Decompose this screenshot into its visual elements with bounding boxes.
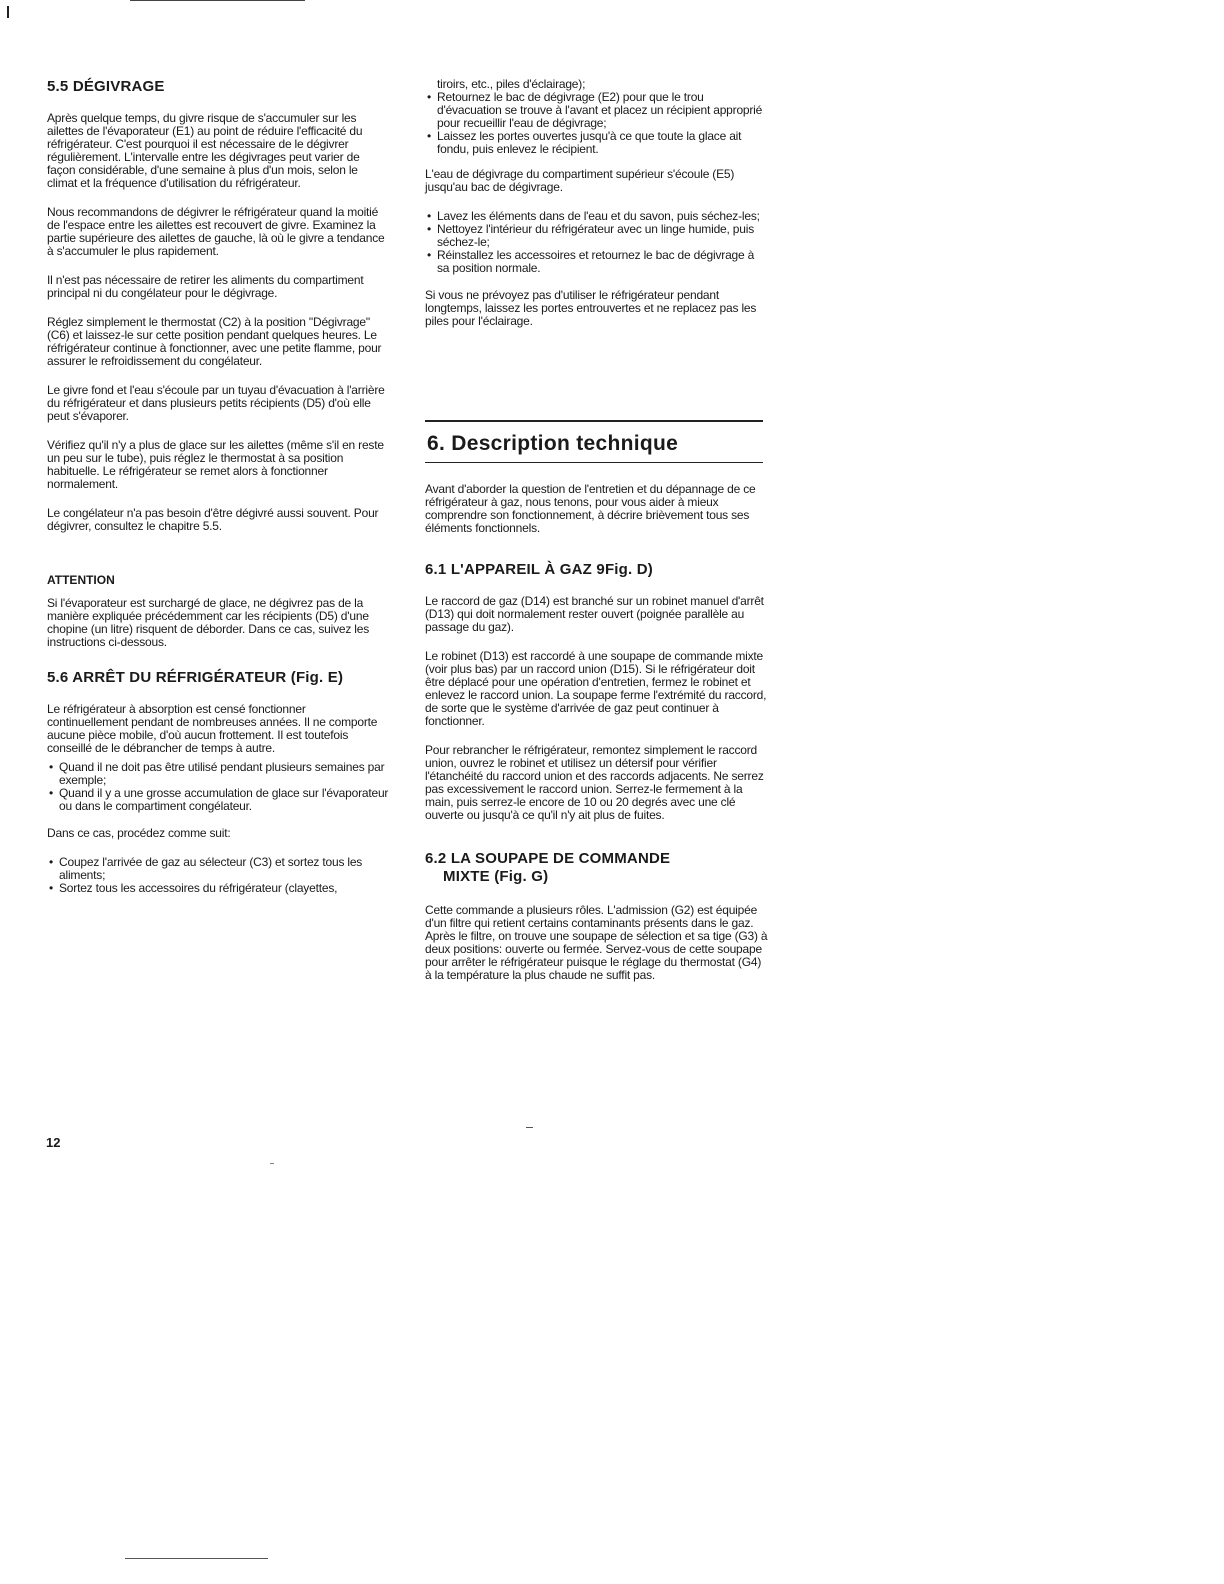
list-item: • Coupez l'arrivée de gaz au sélecteur (C3) et sortez tous les aliments; <box>47 856 389 882</box>
attention-paragraph: Si l'évaporateur est surchargé de glace, ne dégivrez pas de la manière expliquée précédemment car les récipients (D5) d'une chopine (un litre) risquent de déborder. Dans ce cas, suivez les instructions ci-dessous. <box>47 596 370 649</box>
paragraph: Le robinet (D13) est raccordé à une soupape de commande mixte (voir plus bas) par un raccord union (D15). Si le réfrigérateur doit être déplacé pour une opération d'entretien, fermez le robinet et enlevez le raccord union. La soupape ferme l'extrémité du raccord, de sorte que le système d'arrivée de gaz peut continuer à fonctionner. <box>425 649 767 728</box>
bottom-rule <box>125 1558 268 1559</box>
section-rule-top <box>425 420 763 422</box>
section-6-1-title: 6.1 L'APPAREIL À GAZ 9Fig. D) <box>425 561 654 578</box>
paragraph: Dans ce cas, procédez comme suit: <box>47 826 231 840</box>
list-item-continued: tiroirs, etc., piles d'éclairage); <box>437 77 586 91</box>
list-item: • Réinstallez les accessoires et retournez le bac de dégivrage à sa position normale. <box>425 249 769 275</box>
bullet-list <box>47 761 389 813</box>
section-6-2-title-line2: MIXTE (Fig. G) <box>443 868 549 885</box>
scan-mark-top <box>130 0 305 1</box>
right-column <box>425 78 769 344</box>
stray-dash <box>526 1127 533 1128</box>
list-item: • Nettoyez l'intérieur du réfrigérateur avec un linge humide, puis séchez-le; <box>425 223 769 249</box>
paragraph: Réglez simplement le thermostat (C2) à la position "Dégivrage" (C6) et laissez-le sur cette position pendant quelques heures. Le réfrigérateur continue à fonctionner, avec une petite flamme, pour assurer le refroidissement du congélateur. <box>47 315 382 368</box>
bullet-list <box>425 78 769 156</box>
section-6-2-title-line1: 6.2 LA SOUPAPE DE COMMANDE <box>425 850 671 867</box>
paragraph: Nous recommandons de dégivrer le réfrigérateur quand la moitié de l'espace entre les ailettes est recouvert de givre. Examinez la partie supérieure des ailettes de gauche, là où le givre a tendance à s'accumuler le plus rapidement. <box>47 205 385 258</box>
section-6-2-title <box>425 850 769 886</box>
scan-mark-left <box>7 6 9 18</box>
list-item: • Laissez les portes ouvertes jusqu'à ce que toute la glace ait fondu, puis enlevez le récipient. <box>425 130 769 156</box>
right-column-lower <box>425 420 769 998</box>
paragraph: Vérifiez qu'il n'y a plus de glace sur les ailettes (même s'il en reste un peu sur le tube), puis réglez le thermostat à sa position habituelle. Le réfrigérateur se remet alors à fonctionner normalement. <box>47 438 384 491</box>
paragraph: L'eau de dégivrage du compartiment supérieur s'écoule (E5) jusqu'au bac de dégivrage. <box>425 167 735 194</box>
bullet-list <box>47 856 389 895</box>
stray-mark <box>270 1163 274 1164</box>
bullet-list <box>425 210 769 275</box>
paragraph: Avant d'aborder la question de l'entretien et du dépannage de ce réfrigérateur à gaz, nous tenons, pour vous aider à mieux comprendre son fonctionnement, à décrire brièvement tous ses éléments fonctionnels. <box>425 482 756 535</box>
paragraph: Il n'est pas nécessaire de retirer les aliments du compartiment principal ni du congélateur pour le dégivrage. <box>47 273 364 300</box>
page-number: 12 <box>46 1135 61 1150</box>
section-5-5-title: 5.5 DÉGIVRAGE <box>47 78 165 95</box>
section-rule-bottom <box>425 462 763 463</box>
list-item: • Quand il y a une grosse accumulation de glace sur l'évaporateur ou dans le compartiment congélateur. <box>47 787 389 813</box>
paragraph: Si vous ne prévoyez pas d'utiliser le réfrigérateur pendant longtemps, laissez les portes entrouvertes et ne replacez pas les piles pour l'éclairage. <box>425 288 757 328</box>
paragraph: Cette commande a plusieurs rôles. L'admission (G2) est équipée d'un filtre qui retient certains contaminants présents dans le gaz. Après le filtre, on trouve une soupape de sélection et sa tige (G3) à deux positions: ouverte ou fermée. Servez-vous de cette soupape pour arrêter le réfrigérateur puisque le réglage du thermostat (G4) à la température la plus chaude ne suffit pas. <box>425 903 768 982</box>
section-6-title: 6. Description technique <box>427 432 679 455</box>
attention-label: ATTENTION <box>47 573 115 587</box>
section-5-6-title: 5.6 ARRÊT DU RÉFRIGÉRATEUR (Fig. E) <box>47 669 344 686</box>
list-item: • Quand il ne doit pas être utilisé pendant plusieurs semaines par exemple; <box>47 761 389 787</box>
paragraph: Pour rebrancher le réfrigérateur, remontez simplement le raccord union, ouvrez le robinet et utilisez un détersif pour vérifier l'étanchéité du raccord union et des raccords adjacents. Ne serrez pas excessivement le raccord union. Serrez-le fermement à la main, puis serrez-le encore de 10 ou 20 degrés avec une clé ouverte ou jusqu'à ce qu'il n'y ait plus de fuites. <box>425 743 764 822</box>
left-column <box>47 78 389 909</box>
list-item: • Sortez tous les accessoires du réfrigérateur (clayettes, <box>47 882 389 895</box>
paragraph: Le givre fond et l'eau s'écoule par un tuyau d'évacuation à l'arrière du réfrigérateur et dans plusieurs petits récipients (D5) d'où elle peut s'évaporer. <box>47 383 385 423</box>
paragraph: Le réfrigérateur à absorption est censé fonctionner continuellement pendant de nombreuses années. Il ne comporte aucune pièce mobile, d'où aucun frottement. Il est toutefois conseillé de le débrancher de temps à autre. <box>47 702 378 755</box>
paragraph: Après quelque temps, du givre risque de s'accumuler sur les ailettes de l'évaporateur (E1) au point de réduire l'efficacité du réfrigérateur. C'est pourquoi il est nécessaire de le dégivrer régulièrement. L'intervalle entre les dégivrages peut varier de façon considérable, d'une semaine à plus d'un mois, selon le climat et la fréquence d'utilisation du réfrigérateur. <box>47 111 363 190</box>
list-item: • Retournez le bac de dégivrage (E2) pour que le trou d'évacuation se trouve à l'avant et placez un récipient approprié pour recueillir l'eau de dégivrage; <box>425 91 769 130</box>
list-item: • Lavez les éléments dans de l'eau et du savon, puis séchez-les; <box>425 210 769 223</box>
paragraph: Le congélateur n'a pas besoin d'être dégivré aussi souvent. Pour dégivrer, consultez le chapitre 5.5. <box>47 506 379 533</box>
paragraph: Le raccord de gaz (D14) est branché sur un robinet manuel d'arrêt (D13) qui doit normalement rester ouvert (poignée parallèle au passage du gaz). <box>425 594 764 634</box>
